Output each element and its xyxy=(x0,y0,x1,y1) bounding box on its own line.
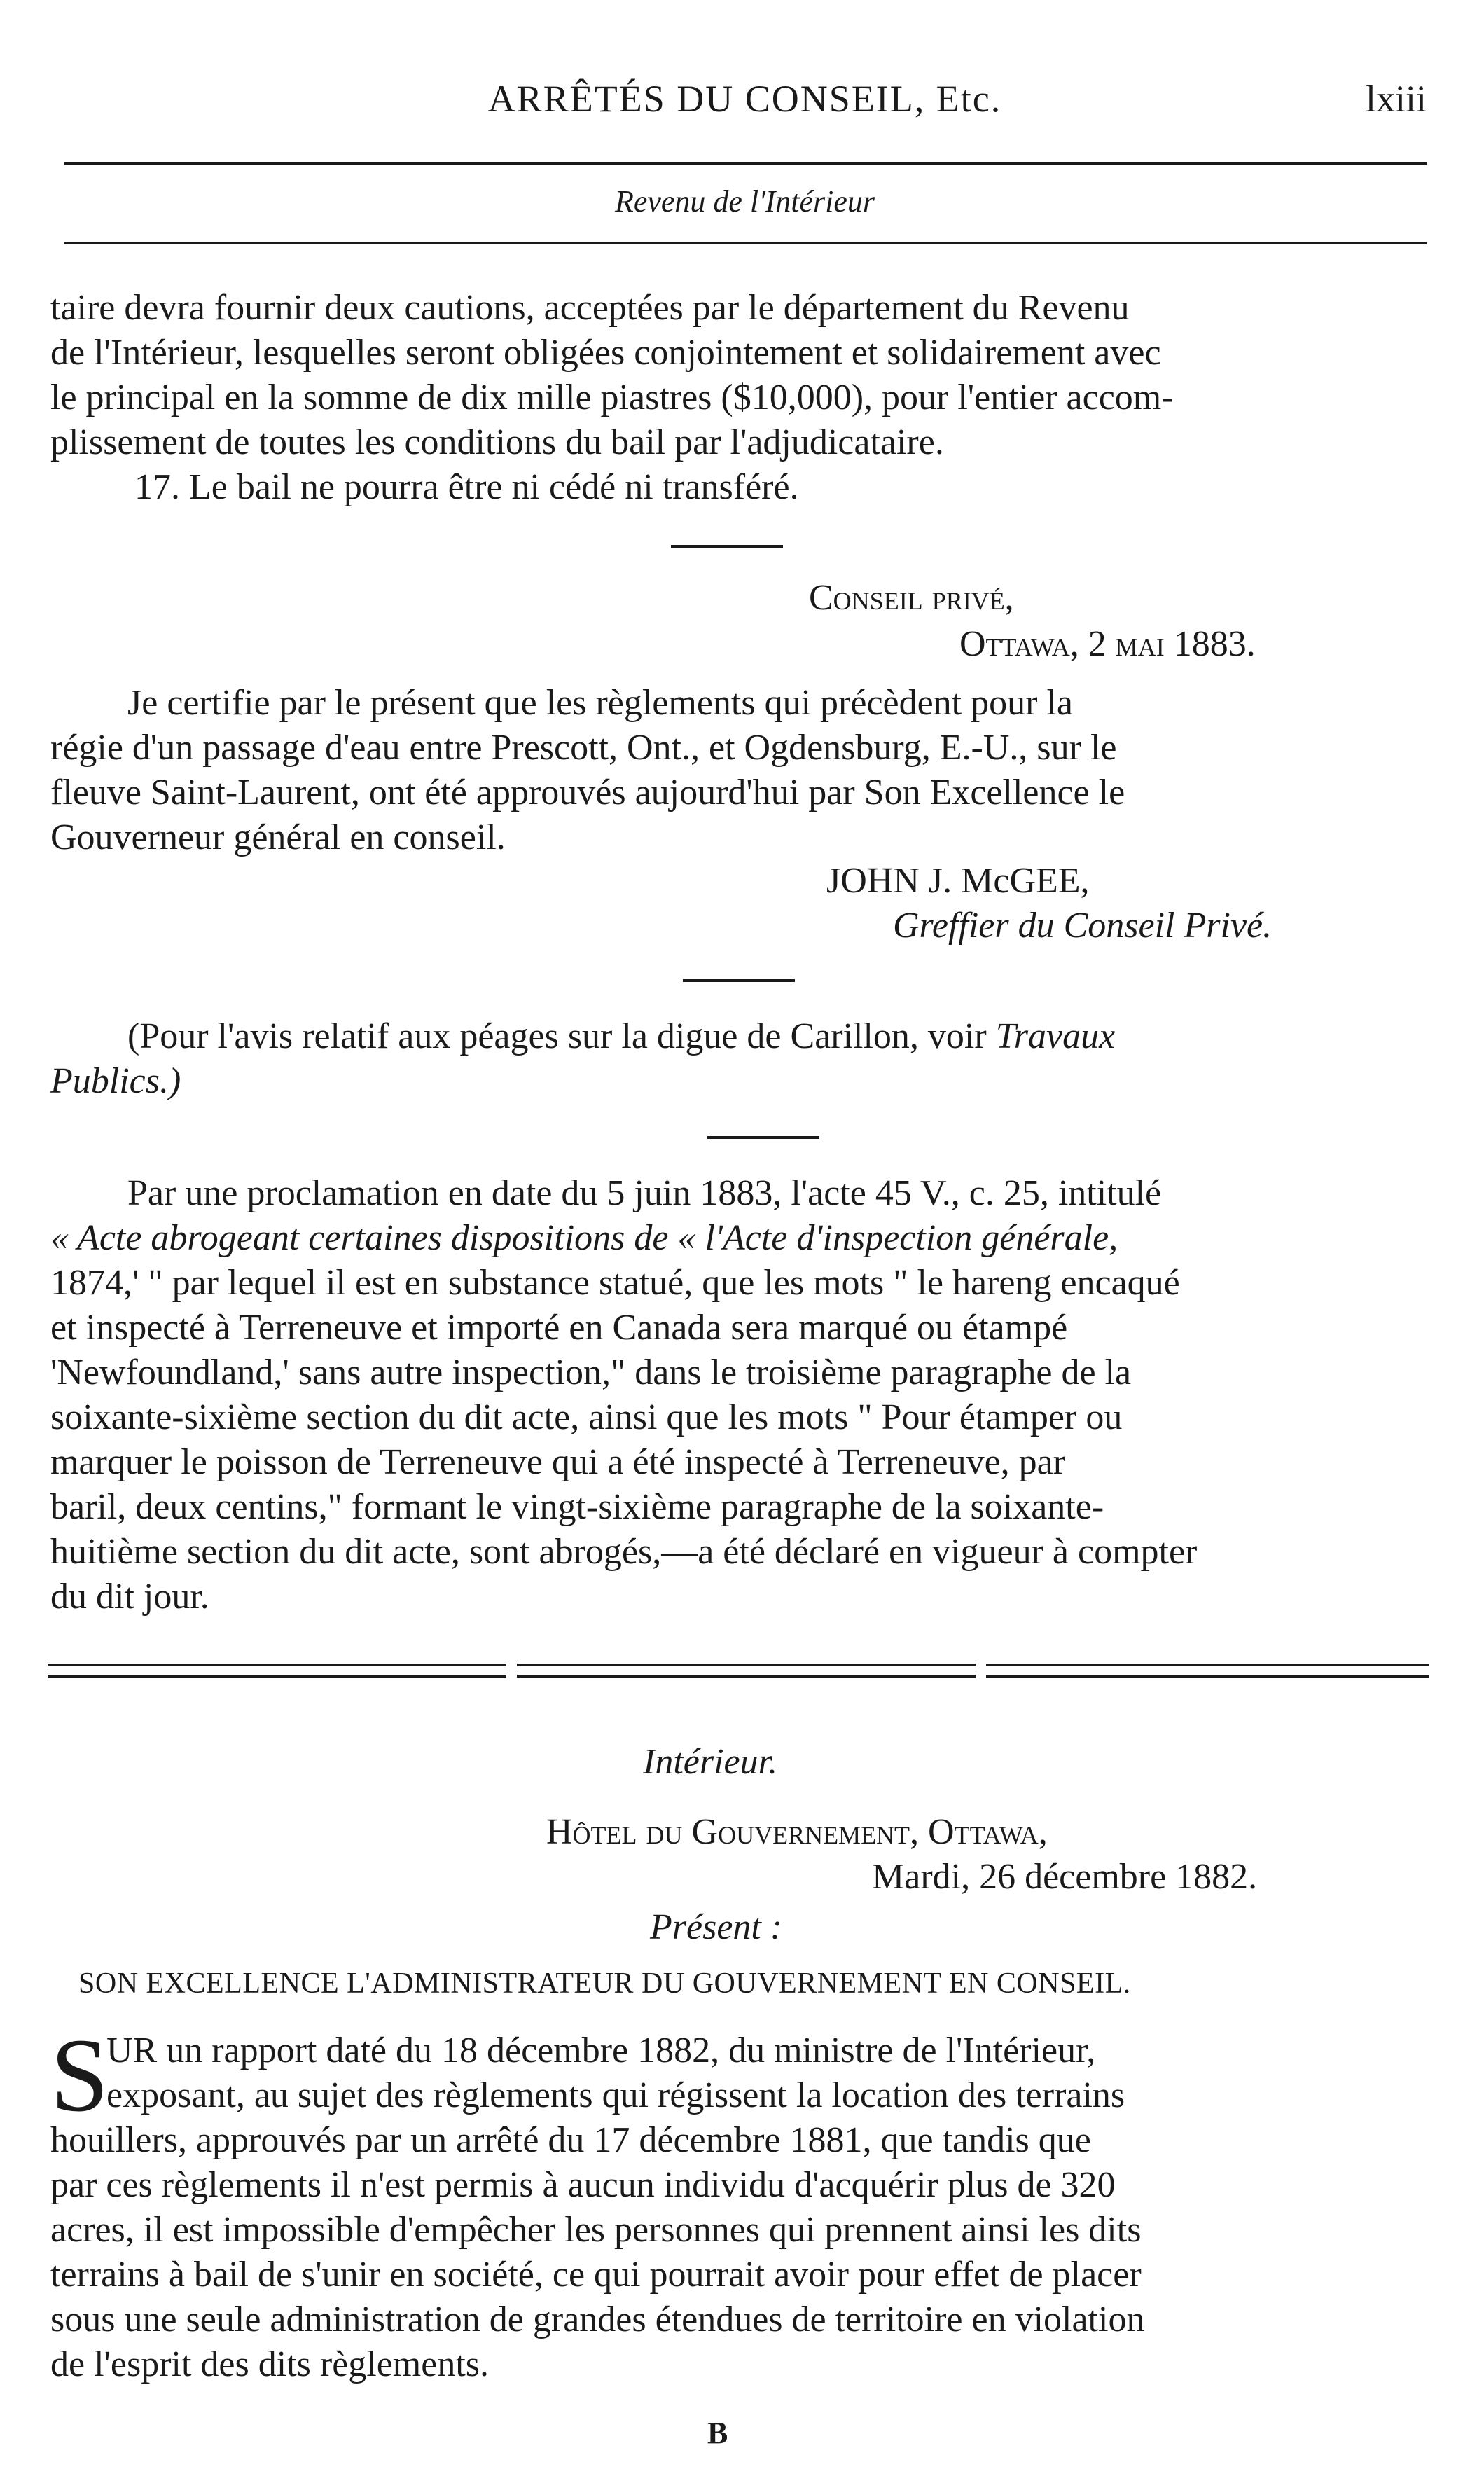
certification-paragraph xyxy=(50,681,1429,860)
text-line: de l'Intérieur, lesquelles seront obligées conjointement et solidairement avec xyxy=(50,333,1161,373)
text-line: huitième section du dit acte, sont abrogés,—a été déclaré en vigueur à compter xyxy=(50,1532,1198,1572)
text-line: soixante-sixième section du dit acte, ainsi que les mots " Pour étamper ou xyxy=(50,1397,1123,1437)
text-line: UR un rapport daté du 18 décembre 1882, du ministre de l'Intérieur, xyxy=(106,2031,1096,2070)
section-divider-left xyxy=(48,1664,506,1678)
text-line: fleuve Saint-Laurent, ont été approuvés aujourd'hui par Son Excellence le xyxy=(50,773,1125,812)
office-line: Conseil privé, xyxy=(809,578,1014,618)
text-line: (Pour l'avis relatif aux péages sur la digue de Carillon, voir Travaux xyxy=(127,1016,1116,1056)
signature-mark: B xyxy=(707,2416,728,2450)
text-line: du dit jour. xyxy=(50,1577,209,1617)
separator-rule xyxy=(683,979,795,982)
header-rule-top xyxy=(64,162,1427,165)
present-line: Présent : xyxy=(650,1907,783,1947)
header-rule-bottom xyxy=(64,242,1427,244)
text-line: Je certifie par le présent que les règlements qui précèdent pour la xyxy=(127,683,1073,723)
drop-cap: S xyxy=(50,2017,109,2133)
text-line: acres, il est impossible d'empêcher les personnes qui prennent ainsi les dits xyxy=(50,2210,1142,2250)
separator-rule xyxy=(707,1136,819,1139)
signature-title: Greffier du Conseil Privé. xyxy=(893,906,1273,946)
place-date-line: Ottawa, 2 mai 1883. xyxy=(959,624,1256,664)
text-line: Par une proclamation en date du 5 juin 1883, l'acte 45 V., c. 25, intitulé xyxy=(127,1173,1162,1213)
article-17: 17. Le bail ne pourra être ni cédé ni transféré. xyxy=(134,467,799,507)
text-line: et inspecté à Terreneuve et importé en Canada sera marqué ou étampé xyxy=(50,1308,1068,1348)
section-divider-middle xyxy=(517,1664,976,1678)
text-line: de l'esprit des dits règlements. xyxy=(50,2344,490,2384)
text-line: le principal en la somme de dix mille piastres ($10,000), pour l'entier accom- xyxy=(50,378,1174,417)
date-line: Mardi, 26 décembre 1882. xyxy=(872,1857,1258,1897)
text-line: 'Newfoundland,' sans autre inspection," dans le troisième paragraphe de la xyxy=(50,1353,1132,1392)
text-line: marquer le poisson de Terreneuve qui a été inspecté à Terreneuve, par xyxy=(50,1442,1066,1482)
text-line: houillers, approuvés par un arrêté du 17 décembre 1881, que tandis que xyxy=(50,2120,1091,2160)
separator-rule xyxy=(671,545,783,548)
page-number: lxiii xyxy=(1365,78,1427,120)
proclamation-paragraph xyxy=(50,1171,1429,1619)
interieur-paragraph xyxy=(50,2017,1429,2387)
signature-name: JOHN J. McGEE, xyxy=(826,861,1090,901)
text-line: taire devra fournir deux cautions, acceptées par le département du Revenu xyxy=(50,288,1130,328)
place-line: Hôtel du Gouvernement, Ottawa, xyxy=(546,1812,1048,1852)
text-line: plissement de toutes les conditions du bail par l'adjudicataire. xyxy=(50,422,944,462)
section-subheading: Revenu de l'Intérieur xyxy=(614,184,875,219)
text-line: exposant, au sujet des règlements qui régissent la location des terrains xyxy=(106,2075,1125,2115)
section-heading-interieur: Intérieur. xyxy=(643,1742,778,1782)
text-line: sous une seule administration de grandes étendues de territoire en violation xyxy=(50,2299,1145,2339)
text-line: régie d'un passage d'eau entre Prescott, Ont., et Ogdensburg, E.-U., sur le xyxy=(50,728,1117,768)
section-divider-right xyxy=(986,1664,1429,1678)
carillon-note xyxy=(50,1014,1429,1104)
council-line: SON EXCELLENCE L'ADMINISTRATEUR DU GOUVERNEMENT EN CONSEIL. xyxy=(78,1967,1131,2000)
continuation-paragraph xyxy=(50,286,1429,510)
text-line: Gouverneur général en conseil. xyxy=(50,817,506,857)
text-line: « Acte abrogeant certaines dispositions de « l'Acte d'inspection générale, xyxy=(50,1218,1118,1258)
text-line: par ces règlements il n'est permis à aucun individu d'acquérir plus de 320 xyxy=(50,2165,1116,2205)
running-title: ARRÊTÉS DU CONSEIL, Etc. xyxy=(487,78,1002,120)
text-line: terrains à bail de s'unir en société, ce qui pourrait avoir pour effet de placer xyxy=(50,2255,1142,2295)
text-line: 1874,' " par lequel il est en substance statué, que les mots " le hareng encaqué xyxy=(50,1263,1180,1303)
text-line: baril, deux centins," formant le vingt-sixième paragraphe de la soixante- xyxy=(50,1487,1104,1527)
text-line: Publics.) xyxy=(50,1061,181,1101)
page-header xyxy=(63,77,1427,126)
